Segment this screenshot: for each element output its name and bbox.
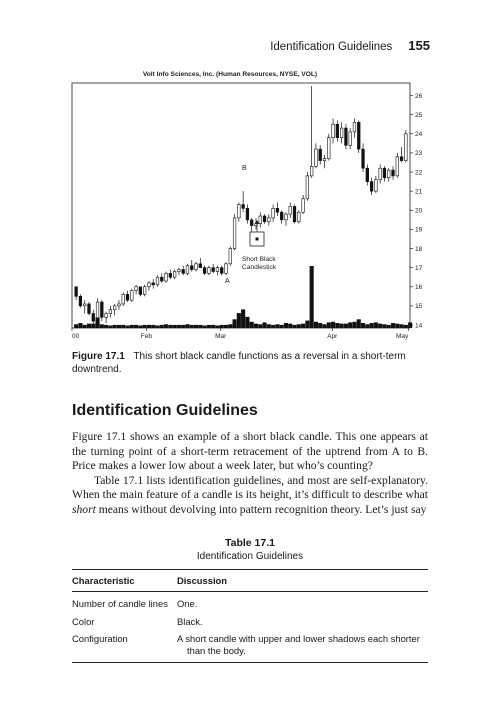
volume-bar bbox=[327, 322, 331, 328]
volume-bar bbox=[74, 324, 78, 328]
volume-bar bbox=[78, 323, 82, 328]
y-tick-label: 24 bbox=[415, 131, 423, 139]
table-cell: A short candle with upper and lower shadows each shorter than the body. bbox=[177, 630, 428, 663]
volume-bar bbox=[113, 325, 117, 328]
column-header-characteristic: Characteristic bbox=[72, 570, 177, 592]
candle-body bbox=[383, 168, 386, 178]
volume-bar bbox=[348, 322, 352, 328]
volume-bar bbox=[130, 325, 134, 328]
table-row bbox=[72, 630, 428, 663]
volume-bar bbox=[361, 323, 365, 328]
volume-bar bbox=[305, 321, 309, 328]
volume-bar bbox=[207, 325, 211, 328]
volume-bar bbox=[271, 325, 275, 328]
candle-body bbox=[396, 157, 399, 176]
table-row bbox=[72, 613, 428, 631]
candle-body bbox=[199, 264, 202, 268]
y-tick-label: 22 bbox=[415, 169, 423, 177]
volume-bar bbox=[83, 325, 87, 328]
volume-bar bbox=[160, 325, 164, 328]
table-17-1 bbox=[72, 537, 428, 663]
candle-body bbox=[173, 271, 176, 277]
volume-bar bbox=[228, 324, 232, 328]
volume-bar bbox=[194, 325, 198, 328]
volume-bar bbox=[121, 325, 125, 328]
volume-bar bbox=[301, 324, 305, 328]
candle-body bbox=[238, 205, 241, 218]
y-tick-label: 16 bbox=[415, 284, 423, 292]
candle-body bbox=[400, 157, 403, 161]
volume-bar bbox=[203, 326, 207, 328]
candle-body bbox=[276, 208, 279, 212]
body-text bbox=[72, 430, 428, 518]
volume-bar bbox=[215, 326, 219, 328]
plot-frame bbox=[72, 83, 410, 328]
volume-bar bbox=[177, 325, 181, 328]
candle-body bbox=[101, 302, 104, 317]
volume-bar bbox=[352, 322, 356, 328]
volume-bar bbox=[275, 324, 279, 328]
volume-bar bbox=[318, 323, 322, 328]
candle-body bbox=[289, 206, 292, 214]
section-heading: Identification Guidelines bbox=[72, 402, 258, 419]
volume-bar bbox=[220, 325, 224, 328]
volume-bar bbox=[344, 324, 348, 328]
volume-bar bbox=[378, 324, 382, 328]
candle-body bbox=[130, 291, 133, 301]
x-tick-label: 00 bbox=[72, 333, 80, 340]
figure-label: Figure 17.1 bbox=[72, 351, 125, 362]
volume-bar bbox=[134, 325, 138, 328]
volume-bar bbox=[254, 324, 258, 328]
candle-body bbox=[387, 170, 390, 178]
candle-body bbox=[349, 132, 352, 145]
candle-body bbox=[208, 268, 211, 274]
volume-bar bbox=[245, 317, 249, 328]
candle-body bbox=[88, 304, 91, 314]
volume-bar bbox=[147, 325, 151, 328]
volume-bar bbox=[365, 324, 369, 328]
candle-body bbox=[220, 268, 223, 274]
volume-bar bbox=[138, 326, 142, 328]
volume-bar bbox=[237, 313, 241, 328]
candle-body bbox=[216, 268, 219, 272]
volume-bar bbox=[95, 317, 99, 328]
candle-body bbox=[165, 273, 168, 281]
candle-body bbox=[143, 287, 146, 295]
x-axis bbox=[72, 328, 409, 340]
table-label: Table 17.1 bbox=[225, 537, 275, 549]
volume-bar bbox=[250, 322, 254, 328]
candle-body bbox=[345, 128, 348, 145]
volume-bar bbox=[310, 266, 314, 328]
y-tick-label: 17 bbox=[415, 264, 423, 272]
volume-bar bbox=[340, 324, 344, 328]
candle-body bbox=[319, 149, 322, 160]
volume-bar bbox=[382, 324, 386, 328]
candle-body bbox=[302, 199, 305, 212]
volume-bar bbox=[108, 326, 112, 328]
paragraph-1: Figure 17.1 shows an example of a short black candle. This one appears at the turning point of a short-term retracement of the uptrend from A to B. Price makes a lower low about a week later, but who’s counting? bbox=[72, 430, 428, 473]
candle-body bbox=[109, 310, 112, 314]
volume-bar bbox=[387, 325, 391, 328]
candle-body bbox=[186, 266, 189, 274]
candle-body bbox=[280, 212, 283, 220]
volume-bar bbox=[391, 323, 395, 328]
y-tick-label: 15 bbox=[415, 303, 423, 311]
candle-body bbox=[233, 218, 236, 249]
paragraph-2-end: means without devolving into pattern recognition theory. Let’s just say bbox=[95, 502, 427, 516]
candle-body bbox=[285, 214, 288, 220]
volume-bar bbox=[297, 324, 301, 328]
page-number: 155 bbox=[408, 38, 430, 53]
candle-body bbox=[362, 149, 365, 168]
volume-bar bbox=[374, 322, 378, 328]
candle-body bbox=[370, 182, 373, 192]
y-tick-label: 26 bbox=[415, 92, 423, 100]
y-tick-label: 18 bbox=[415, 245, 423, 253]
candle-body bbox=[336, 124, 339, 137]
volume-bar bbox=[408, 322, 412, 328]
candle-body bbox=[152, 283, 155, 285]
candle-body bbox=[268, 218, 271, 222]
candle-body bbox=[118, 304, 121, 306]
paragraph-2-start: Table 17.1 lists identification guidelines, and most are self-explanatory. When the main feature of a candle is its height, it’s difficult to describe what bbox=[72, 473, 428, 502]
volume-bar bbox=[125, 326, 129, 328]
volume-bar bbox=[155, 326, 159, 328]
candle-body bbox=[105, 314, 108, 318]
candle-series bbox=[75, 86, 407, 325]
volume-bar bbox=[87, 324, 91, 328]
volume-bar bbox=[224, 325, 228, 328]
volume-bar bbox=[292, 325, 296, 328]
candle-body bbox=[148, 283, 151, 287]
volume-bar bbox=[233, 319, 237, 328]
running-title: Identification Guidelines bbox=[270, 41, 393, 53]
volume-bar bbox=[168, 325, 172, 328]
candle-body bbox=[272, 208, 275, 218]
candle-body bbox=[178, 270, 181, 272]
volume-bar bbox=[258, 324, 262, 328]
candle-body bbox=[242, 205, 245, 209]
volume-bar bbox=[190, 325, 194, 328]
table-cell: Color bbox=[72, 615, 95, 627]
y-tick-label: 20 bbox=[415, 207, 423, 215]
candle-body bbox=[379, 168, 382, 179]
candle-body bbox=[190, 266, 193, 270]
candle-body bbox=[126, 294, 129, 300]
candle-body bbox=[259, 216, 262, 224]
volume-bar bbox=[198, 325, 202, 328]
y-tick-label: 14 bbox=[415, 322, 423, 330]
candle-body bbox=[75, 287, 78, 297]
figure-caption bbox=[72, 350, 432, 376]
candle-body bbox=[92, 314, 95, 322]
candle-body bbox=[113, 306, 116, 310]
volume-bar bbox=[395, 324, 399, 328]
volume-bar bbox=[267, 324, 271, 328]
candle-body bbox=[139, 287, 142, 295]
chart-title: Volt Info Sciences, Inc. (Human Resources, NYSE, VOL) bbox=[142, 71, 318, 78]
volume-bar bbox=[400, 324, 404, 328]
volume-bar bbox=[143, 325, 147, 328]
candle-body bbox=[79, 296, 82, 306]
candle-body bbox=[297, 212, 300, 222]
candle-body bbox=[229, 249, 232, 264]
x-tick-label: May bbox=[396, 333, 409, 340]
candle-body bbox=[366, 168, 369, 181]
candlestick-chart bbox=[70, 66, 423, 344]
volume-bar bbox=[91, 324, 95, 328]
candle-body bbox=[357, 122, 360, 149]
table-cell: One. bbox=[177, 598, 198, 609]
volume-bar bbox=[262, 322, 266, 328]
x-tick-label: Feb bbox=[140, 333, 152, 340]
candle-body bbox=[293, 206, 296, 221]
figure-caption-text: This short black candle functions as a reversal in a short-term downtrend. bbox=[72, 351, 406, 375]
callout-candle bbox=[256, 238, 259, 241]
table-cell: Black. bbox=[177, 615, 203, 627]
candle-body bbox=[203, 268, 206, 274]
candle-body bbox=[263, 216, 266, 222]
table-cell: Number of candle lines bbox=[72, 598, 168, 609]
candle-body bbox=[83, 304, 86, 306]
candle-body bbox=[135, 287, 138, 291]
candle-body bbox=[212, 268, 215, 272]
annotation-short-black-candlestick: Short Black Candlestick bbox=[242, 256, 277, 271]
y-tick-label: 23 bbox=[415, 150, 423, 158]
volume-bar bbox=[104, 325, 108, 328]
candle-body bbox=[160, 277, 163, 281]
candle-body bbox=[169, 273, 172, 277]
candle-body bbox=[122, 294, 125, 304]
volume-bar bbox=[370, 323, 374, 328]
table-row bbox=[72, 592, 428, 613]
annotation-a: A bbox=[225, 278, 230, 285]
volume-bar bbox=[241, 309, 245, 328]
volume-bar bbox=[211, 325, 215, 328]
volume-bar bbox=[357, 319, 361, 328]
candle-body bbox=[310, 166, 313, 176]
candle-body bbox=[340, 128, 343, 138]
guidelines-table bbox=[72, 569, 428, 663]
y-axis bbox=[410, 93, 423, 329]
candle-body bbox=[182, 270, 185, 274]
volume-bar bbox=[151, 325, 155, 328]
y-tick-label: 19 bbox=[415, 226, 423, 234]
candle-body bbox=[375, 180, 378, 191]
candle-body bbox=[405, 134, 408, 161]
x-tick-label: Apr bbox=[327, 333, 338, 340]
volume-bar bbox=[185, 324, 189, 328]
column-header-discussion: Discussion bbox=[177, 570, 428, 592]
candle-body bbox=[156, 277, 159, 285]
paragraph-2 bbox=[72, 474, 428, 518]
candle-body bbox=[327, 138, 330, 159]
volume-bar bbox=[314, 322, 318, 328]
candle-body bbox=[392, 170, 395, 176]
volume-bar bbox=[117, 325, 121, 328]
candle-body bbox=[246, 208, 249, 219]
volume-bar bbox=[100, 324, 104, 328]
volume-bar bbox=[404, 325, 408, 328]
emphasis-short: short bbox=[72, 502, 96, 516]
volume-bar bbox=[280, 325, 284, 328]
running-header bbox=[270, 38, 430, 53]
volume-bar bbox=[173, 325, 177, 328]
table-title: Identification Guidelines bbox=[196, 551, 304, 562]
candle-body bbox=[353, 122, 356, 132]
candle-body bbox=[332, 124, 335, 137]
candle-body bbox=[306, 176, 309, 199]
candle-body bbox=[323, 159, 326, 161]
volume-bar bbox=[164, 324, 168, 328]
volume-bar bbox=[322, 324, 326, 328]
candle-body bbox=[225, 264, 228, 274]
volume-bar bbox=[331, 322, 335, 328]
annotation-b: B bbox=[242, 165, 247, 172]
volume-bar bbox=[284, 323, 288, 328]
volume-bar bbox=[335, 323, 339, 328]
table-header-row bbox=[72, 570, 428, 592]
candle-body bbox=[315, 149, 318, 166]
y-tick-label: 25 bbox=[415, 111, 423, 119]
y-tick-label: 21 bbox=[415, 188, 423, 196]
volume-bar bbox=[181, 325, 185, 328]
x-tick-label: Mar bbox=[215, 333, 227, 340]
candle-body bbox=[195, 264, 198, 270]
candle-body bbox=[250, 220, 253, 226]
table-cell: Configuration bbox=[72, 630, 177, 663]
volume-bar bbox=[288, 324, 292, 328]
